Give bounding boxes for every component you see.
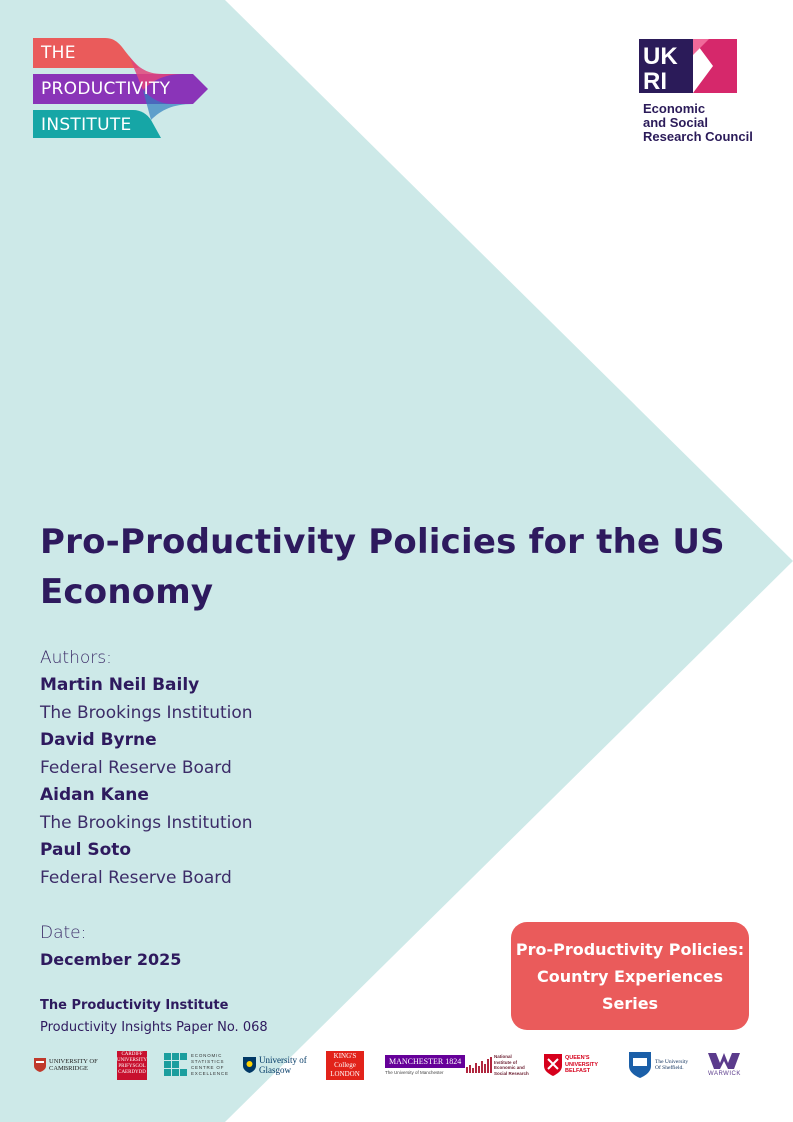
crest-icon	[629, 1052, 651, 1078]
escoe-grid-icon	[164, 1053, 188, 1077]
series-badge	[511, 922, 749, 1030]
crest-icon	[34, 1058, 46, 1072]
author-affiliation: Federal Reserve Board	[40, 758, 232, 778]
paper-number: Productivity Insights Paper No. 068	[40, 1020, 268, 1035]
productivity-institute-logo	[33, 38, 213, 138]
partner-manchester-logo: MANCHESTER 1824 The University of Manchester	[385, 1048, 465, 1082]
partner-niesr-logo: National Institute of Economic and Social Research	[466, 1048, 530, 1082]
author-affiliation: The Brookings Institution	[40, 703, 253, 723]
warwick-logo-icon	[708, 1053, 740, 1069]
partner-cambridge-logo: UNIVERSITY OF CAMBRIDGE	[34, 1048, 109, 1082]
series-badge-line: Series	[601, 993, 659, 1013]
logo-word-the: THE	[41, 43, 76, 63]
bars-icon	[466, 1057, 492, 1073]
date-label: Date:	[40, 923, 87, 943]
logo-word-institute: INSTITUTE	[41, 115, 132, 135]
partner-queens-belfast-logo: QUEEN'S UNIVERSITY BELFAST	[544, 1048, 605, 1082]
publisher-name: The Productivity Institute	[40, 998, 229, 1013]
crest-icon	[243, 1057, 256, 1073]
logo-word-productivity: PRODUCTIVITY	[41, 79, 171, 99]
funder-name-line-3: Research Council	[643, 129, 753, 144]
publication-date: December 2025	[40, 950, 182, 969]
title-line-2: Economy	[40, 572, 214, 612]
author-name: David Byrne	[40, 730, 157, 750]
partner-glasgow-logo: University of Glasgow	[243, 1048, 311, 1082]
partner-cardiff-logo: CARDIFF UNIVERSITY PRIFYSGOL CAERDYDD	[117, 1048, 147, 1082]
series-badge-line: Pro-Productivity Policies:	[515, 939, 745, 959]
funder-name-line-1: Economic	[643, 101, 706, 116]
partner-kings-logo: KING'S College LONDON	[326, 1048, 364, 1082]
partner-sheffield-logo: The University Of Sheffield.	[629, 1048, 689, 1082]
svg-text:UK: UK	[643, 43, 678, 70]
funder-name-line-2: and Social	[643, 115, 709, 130]
author-name: Aidan Kane	[40, 785, 149, 805]
partner-warwick-logo: WARWICK	[708, 1048, 741, 1082]
author-name: Paul Soto	[40, 840, 132, 860]
shield-icon	[544, 1054, 562, 1076]
title-line-1: Pro-Productivity Policies for the US	[40, 522, 725, 562]
partner-escoe-logo: ECONOMIC STATISTICS CENTRE OF EXCELLENCE	[164, 1048, 229, 1082]
svg-text:RI: RI	[643, 68, 667, 95]
author-affiliation: Federal Reserve Board	[40, 868, 232, 888]
authors-label: Authors:	[40, 648, 112, 668]
paper-title	[40, 517, 740, 617]
author-affiliation: The Brookings Institution	[40, 813, 253, 833]
series-badge-line: Country Experiences	[536, 966, 724, 986]
author-name: Martin Neil Baily	[40, 675, 200, 695]
